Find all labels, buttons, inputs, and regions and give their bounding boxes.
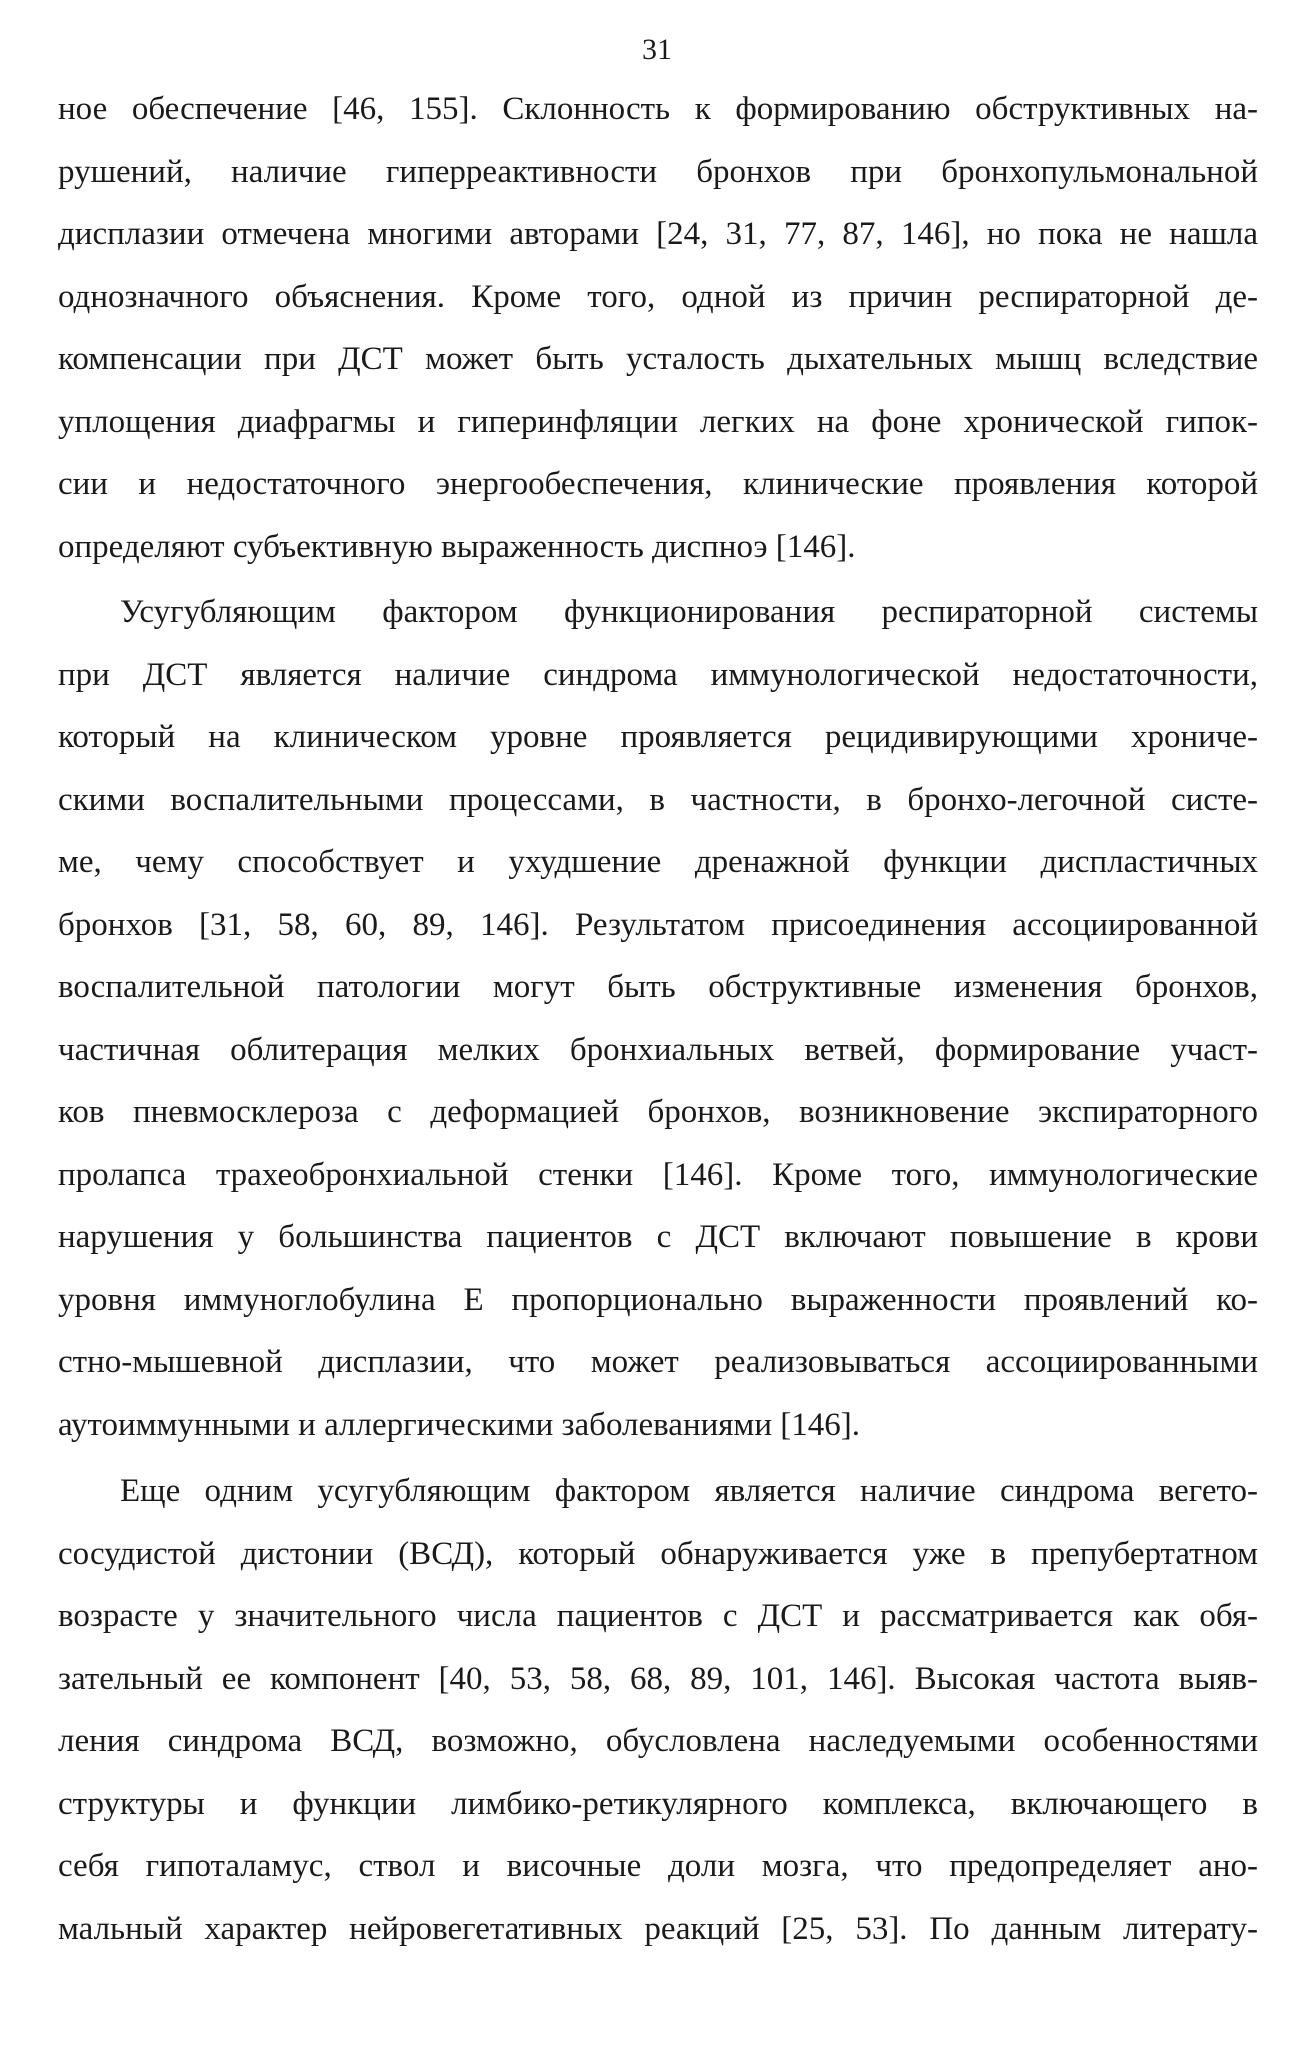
text-line: пролапса трахеобронхиальной стенки [146]. Кроме того, иммунологические [58, 1156, 1258, 1193]
text-line: уровня иммуноглобулина Е пропорционально выраженности проявлений ко- [58, 1281, 1258, 1318]
text-line: ное обеспечение [46, 155]. Склонность к формированию обструктивных на- [58, 91, 1258, 127]
paragraph-2 [58, 581, 1258, 1456]
text-line: себя гипоталамус, ствол и височные доли мозга, что предопределяет ано- [58, 1848, 1258, 1884]
paragraph-1 [58, 78, 1258, 578]
text-line: ков пневмосклероза с деформацией бронхов, возникновение экспираторного [58, 1094, 1258, 1130]
text-line: рушений, наличие гиперреактивности бронхов при бронхопульмональной [58, 153, 1258, 190]
text-line: Еще одним усугубляющим фактором является наличие синдрома вегето- [120, 1473, 1258, 1509]
text-line: Усугубляющим фактором функционирования респираторной системы [120, 594, 1258, 630]
text-line: нарушения у большинства пациентов с ДСТ включают повышение в крови [58, 1219, 1258, 1255]
text-line: частичная облитерация мелких бронхиальных ветвей, формирование участ- [58, 1031, 1258, 1068]
text-line: бронхов [31, 58, 60, 89, 146]. Результатом присоединения ассоциированной [58, 906, 1258, 943]
text-line: аутоиммунными и аллергическими заболеваниями [146]. [58, 1406, 860, 1443]
text-line: ме, чему способствует и ухудшение дренажной функции диспластичных [58, 844, 1258, 880]
text-line: однозначного объяснения. Кроме того, одной из причин респираторной де- [58, 278, 1258, 315]
paragraph-3 [58, 1460, 1258, 1960]
text-line: определяют субъективную выраженность диспноэ [146]. [58, 528, 856, 565]
text-line: воспалительной патологии могут быть обструктивные изменения бронхов, [58, 969, 1258, 1005]
text-line: возрасте у значительного числа пациентов с ДСТ и рассматривается как обя- [58, 1598, 1258, 1634]
text-line: скими воспалительными процессами, в частности, в бронхо-легочной систе- [58, 781, 1258, 818]
text-line: стно-мышевной дисплазии, что может реализовываться ассоциированными [58, 1344, 1258, 1380]
text-line: ления синдрома ВСД, возможно, обусловлена наследуемыми особенностями [58, 1723, 1258, 1759]
text-line: который на клиническом уровне проявляется рецидивирующими хрониче- [58, 719, 1258, 755]
text-line: сии и недостаточного энергообеспечения, клинические проявления которой [58, 466, 1258, 502]
text-line: структуры и функции лимбико-ретикулярного комплекса, включающего в [58, 1785, 1258, 1822]
text-line: зательный ее компонент [40, 53, 58, 68, 89, 101, 146]. Высокая частота выяв- [58, 1660, 1258, 1697]
text-line: уплощения диафрагмы и гиперинфляции легких на фоне хронической гипок- [58, 403, 1258, 440]
text-line: сосудистой дистонии (ВСД), который обнаруживается уже в препубертатном [58, 1535, 1258, 1572]
page-number: 31 [642, 33, 672, 66]
text-line: при ДСТ является наличие синдрома иммунологической недостаточности, [58, 656, 1258, 693]
text-line: дисплазии отмечена многими авторами [24, 31, 77, 87, 146], но пока не нашла [58, 216, 1258, 252]
text-line: компенсации при ДСТ может быть усталость дыхательных мышц вследствие [58, 341, 1258, 377]
text-line: мальный характер нейровегетативных реакций [25, 53]. По данным литерату- [58, 1910, 1258, 1947]
